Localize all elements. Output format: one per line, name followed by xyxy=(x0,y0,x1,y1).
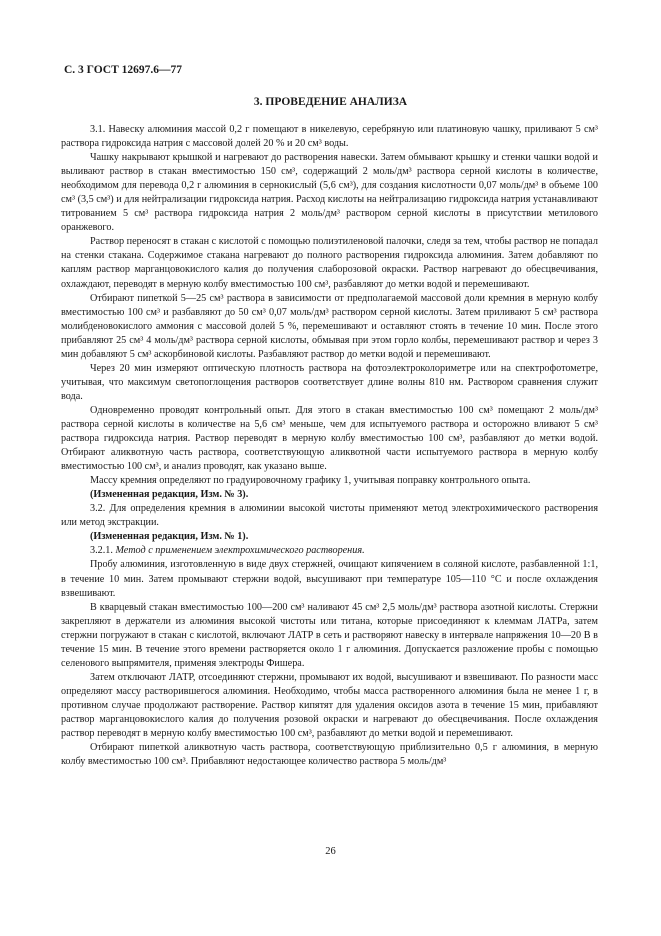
revision-note-3: (Измененная редакция, Изм. № 3). xyxy=(90,489,249,501)
paragraph-3-1: 3.1. Навеску алюминия массой 0,2 г помещают в никелевую, серебряную или платиновую чашку, приливают 5 см³ раствора гидроксида натрия с массовой долей 20 % и 20 см³ воды. xyxy=(61,124,598,150)
revision-note-1: (Измененная редакция, Изм. № 1). xyxy=(90,531,249,543)
paragraph-aliquot-2: Отбирают пипеткой аликвотную часть раствора, соответствующую приблизительно 0,5 г алюминия, в мерную колбу вместимостью 100 см³. Прибавляют недостающее количество раствора 5 моль/дм³ xyxy=(61,742,598,768)
paragraph-silicon-mass: Массу кремния определяют по градуировочному графику 1, учитывая поправку контрольного опыта. xyxy=(90,475,531,487)
clause-number: 3.2.1. xyxy=(90,545,116,557)
page-number: 26 xyxy=(325,846,336,857)
page-header: С. 3 ГОСТ 12697.6—77 xyxy=(64,64,183,76)
document-body xyxy=(61,123,598,769)
method-title: Метод с применением электрохимического растворения. xyxy=(115,545,365,557)
paragraph-weighing: Затем отключают ЛАТР, отсоединяют стержни, промывают их водой, высушивают и взвешивают. По разности масс определяют массу растворившегося алюминия. Необходимо, чтобы масса растворенного алюминия была не менее 1 г, в противном случае продолжают растворение. Раствор кипятят для удаления оксидов азота в течение 15 мин, прибавляют раствор марганцовокислого калия до получения розовой окраски и нагревают до обесцвечивания. После охлаждения раствор переводят в мерную колбу вместимостью 100 см³, разбавляют до метки водой и перемешивают. xyxy=(61,671,598,740)
paragraph-transfer: Раствор переносят в стакан с кислотой с помощью полиэтиленовой палочки, следя за тем, чтобы раствор не попадал на стенки стакана. Содержимое стакана нагревают до полного растворения гидроксида алюминия. Затем добавляют по каплям раствор марганцовокислого калия до получения слаборозовой окраски. Раствор нагревают до обесцвечивания, охлаждают, переводят в мерную колбу вместимостью 100 см³, разбавляют до метки водой и перемешивают. xyxy=(61,236,598,290)
paragraph-3-2: 3.2. Для определения кремния в алюминии высокой чистоты применяют метод электрохимического растворения или метод экстракции. xyxy=(61,503,598,529)
paragraph-dissolution: Чашку накрывают крышкой и нагревают до растворения навески. Затем обмывают крышку и стенки чашки водой и выливают раствор в стакан вместимостью 150 см³, содержащий 2 моль/дм³ раствора серной кислоты в количестве, необходимом для перевода 0,2 г алюминия в сернокислый (5,6 см³), для создания кислотности 0,07 моль/дм³ в объеме 100 см³ (3,5 см³) и для нейтрализации гидроксида натрия. Расход кислоты на нейтрализацию гидроксида натрия устанавливают титрованием 5 см³ раствора гидроксида натрия 2 моль/дм³ раствором серной кислоты в присутствии метилового оранжевого. xyxy=(61,152,598,234)
paragraph-control-test: Одновременно проводят контрольный опыт. Для этого в стакан вместимостью 100 см³ помещают 2 моль/дм³ раствора серной кислоты в количестве на 5,6 см³ меньше, чем для испытуемого раствора и осторожно вливают 5 см³ раствора гидроксида натрия. Раствор переводят в мерную колбу вместимостью 100 см³, разбавляют до метки водой. Отбирают аликвотную часть раствора, соответствующую аликвотной части испытуемого раствора в мерную колбу вместимостью 100 см³, и анализ проводят, как указано выше. xyxy=(61,404,598,473)
paragraph-3-2-1 xyxy=(61,544,598,558)
section-title: 3. ПРОВЕДЕНИЕ АНАЛИЗА xyxy=(253,96,408,108)
paragraph-measurement: Через 20 мин измеряют оптическую плотность раствора на фотоэлектроколориметре или на спектрофотометре, учитывая, что максимум светопоглощения растворов соответствует длине волны 810 нм. Раствором сравнения служит вода. xyxy=(61,362,598,402)
paragraph-aliquot: Отбирают пипеткой 5—25 см³ раствора в зависимости от предполагаемой массовой доли кремния в мерную колбу вместимостью 100 см³ и разбавляют до 50 см³ 0,07 моль/дм³ раствором серной кислоты. Затем приливают 5 см³ раствора молибденовокислого аммония с массовой долей 5 %, перемешивают и оставляют стоять в течение 10 мин. После этого прибавляют 25 см³ 4 моль/дм³ раствора серной кислоты, обмывая при этом горло колбы, перемешивают раствор и через 3 мин добавляют 5 см³ аскорбиновой кислоты. Разбавляют раствор до метки водой и перемешивают. xyxy=(61,292,598,360)
paragraph-sample-prep: Пробу алюминия, изготовленную в виде двух стержней, очищают кипячением в соляной кислоте, разбавленной 1:1, в течение 10 мин. Затем промывают стержни водой, высушивают при температуре 105—110 °С и после охлаждения взвешивают. xyxy=(61,559,598,599)
paragraph-quartz-beaker: В кварцевый стакан вместимостью 100—200 см³ наливают 45 см³ 2,5 моль/дм³ раствора азотной кислоты. Стержни закрепляют в держатели из алюминия высокой чистоты или титана, которые присоединяют к клеммам ЛАТРа, затем стержни погружают в стакан с кислотой, включают ЛАТР в сеть и растворяют навеску в интервале напряжения 10—20 В в течение 15 мин. В течение этого времени растворяется около 1 г алюминия. Допускается разложение пробы с помощью селенового выпрямителя, применяя электроды Фишера. xyxy=(61,601,598,669)
